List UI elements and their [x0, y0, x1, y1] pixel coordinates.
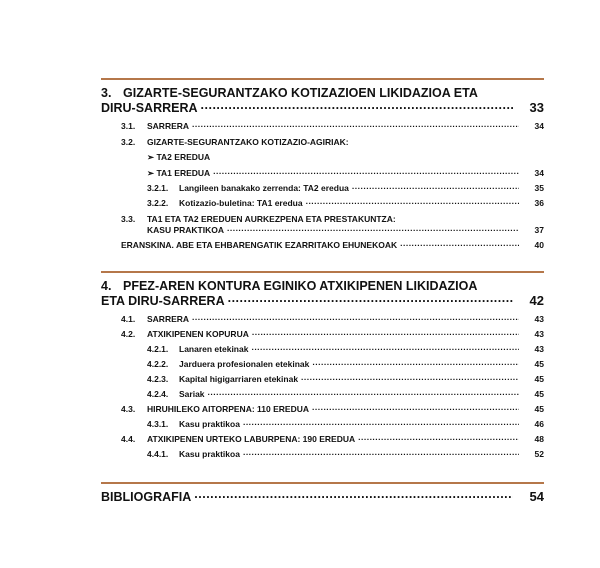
dot-leader	[213, 167, 519, 176]
section-4-page: 42	[529, 293, 544, 309]
toc-entry-4-4[interactable]: 4.4. ATXIKIPENEN URTEKO LABURPENA: 190 EREDUA ..... 48	[121, 433, 544, 444]
dot-leader	[400, 239, 519, 248]
dot-leader	[192, 120, 519, 129]
section-3-heading-line2[interactable]	[101, 99, 544, 115]
dot-leader	[312, 403, 519, 412]
dot-leader	[301, 373, 519, 382]
section-4-title-line1: PFEZ-AREN KONTURA EGINIKO ATXIKIPENEN LIKIDAZIOA	[123, 279, 478, 294]
dot-leader	[228, 292, 513, 305]
toc-entry-4-2-2[interactable]: 4.2.2. Jarduera profesionalen etekinak ..... 45	[147, 358, 544, 369]
dot-leader	[312, 358, 519, 367]
toc-entry-4-1[interactable]: 4.1. SARRERA ..... 43	[121, 313, 544, 324]
section-3-page: 33	[529, 100, 544, 116]
dot-leader	[194, 488, 513, 501]
toc-entry-ta1[interactable]: ➢ TA1 EREDUA ..... 34	[147, 167, 544, 179]
dot-leader	[358, 433, 519, 442]
section-4-heading-line2[interactable]	[101, 292, 544, 308]
section-3-number: 3.	[101, 86, 112, 101]
section-4-heading-line1[interactable]	[101, 277, 544, 293]
section-3-rule	[101, 78, 544, 80]
dot-leader	[252, 328, 519, 337]
toc-entry-4-4-1[interactable]: 4.4.1. Kasu praktikoa ..... 52	[147, 448, 544, 459]
bibliography-heading[interactable]	[101, 488, 544, 504]
toc-entry-4-3-1[interactable]: 4.3.1. Kasu praktikoa ..... 46	[147, 418, 544, 429]
toc-entry-4-2[interactable]: 4.2. ATXIKIPENEN KOPURUA ..... 43	[121, 328, 544, 339]
dot-leader	[306, 197, 519, 206]
section-3-title-line1: GIZARTE-SEGURANTZAKO KOTIZAZIOEN LIKIDAZIOA ETA	[123, 86, 478, 101]
bibliography-title: BIBLIOGRAFIA	[101, 490, 192, 505]
dot-leader	[227, 224, 519, 233]
section-4-title-line2: ETA DIRU-SARRERA	[101, 294, 225, 309]
dot-leader	[201, 99, 513, 112]
dot-leader	[208, 388, 519, 397]
toc-entry-4-3[interactable]: 4.3. HIRUHILEKO AITORPENA: 110 EREDUA ..... 45	[121, 403, 544, 414]
dot-leader	[352, 182, 519, 191]
toc-entry-ta2[interactable]: ➢ TA2 EREDUA	[147, 151, 211, 162]
toc-entry-3-2-2[interactable]: 3.2.2. Kotizazio-buletina: TA1 eredua ..... 36	[147, 197, 544, 208]
section-3-heading-line1[interactable]	[101, 84, 544, 100]
toc-entry-3-3-cont[interactable]: KASU PRAKTIKOA ..... 37	[147, 224, 544, 235]
dot-leader	[251, 343, 519, 352]
toc-entry-4-2-1[interactable]: 4.2.1. Lanaren etekinak ..... 43	[147, 343, 544, 354]
toc-entry-4-2-4[interactable]: 4.2.4. Sariak ..... 45	[147, 388, 544, 399]
toc-entry-3-1[interactable]: 3.1. SARRERA ..... 34	[121, 120, 544, 131]
toc-entry-4-2-3[interactable]: 4.2.3. Kapital higigarriaren etekinak ..... 45	[147, 373, 544, 384]
bibliography-rule	[101, 482, 544, 484]
toc-entry-3-3[interactable]: 3.3. TA1 ETA TA2 EREDUEN AURKEZPENA ETA PRESTAKUNTZA:	[121, 213, 396, 224]
dot-leader	[243, 418, 519, 427]
section-4-number: 4.	[101, 279, 112, 294]
dot-leader	[243, 448, 519, 457]
section-3-title-line2: DIRU-SARRERA	[101, 101, 198, 116]
dot-leader	[192, 313, 519, 322]
toc-entry-eranskina[interactable]: ERANSKINA. ABE ETA EHBARENGATIK EZARRITAKO EHUNEKOAK ..... 40	[121, 239, 544, 250]
toc-entry-3-2-1[interactable]: 3.2.1. Langileen banakako zerrenda: TA2 eredua ..... 35	[147, 182, 544, 193]
bibliography-page: 54	[529, 489, 544, 505]
section-4-rule	[101, 271, 544, 273]
toc-entry-3-2[interactable]: 3.2. GIZARTE-SEGURANTZAKO KOTIZAZIO-AGIRIAK:	[121, 136, 349, 147]
